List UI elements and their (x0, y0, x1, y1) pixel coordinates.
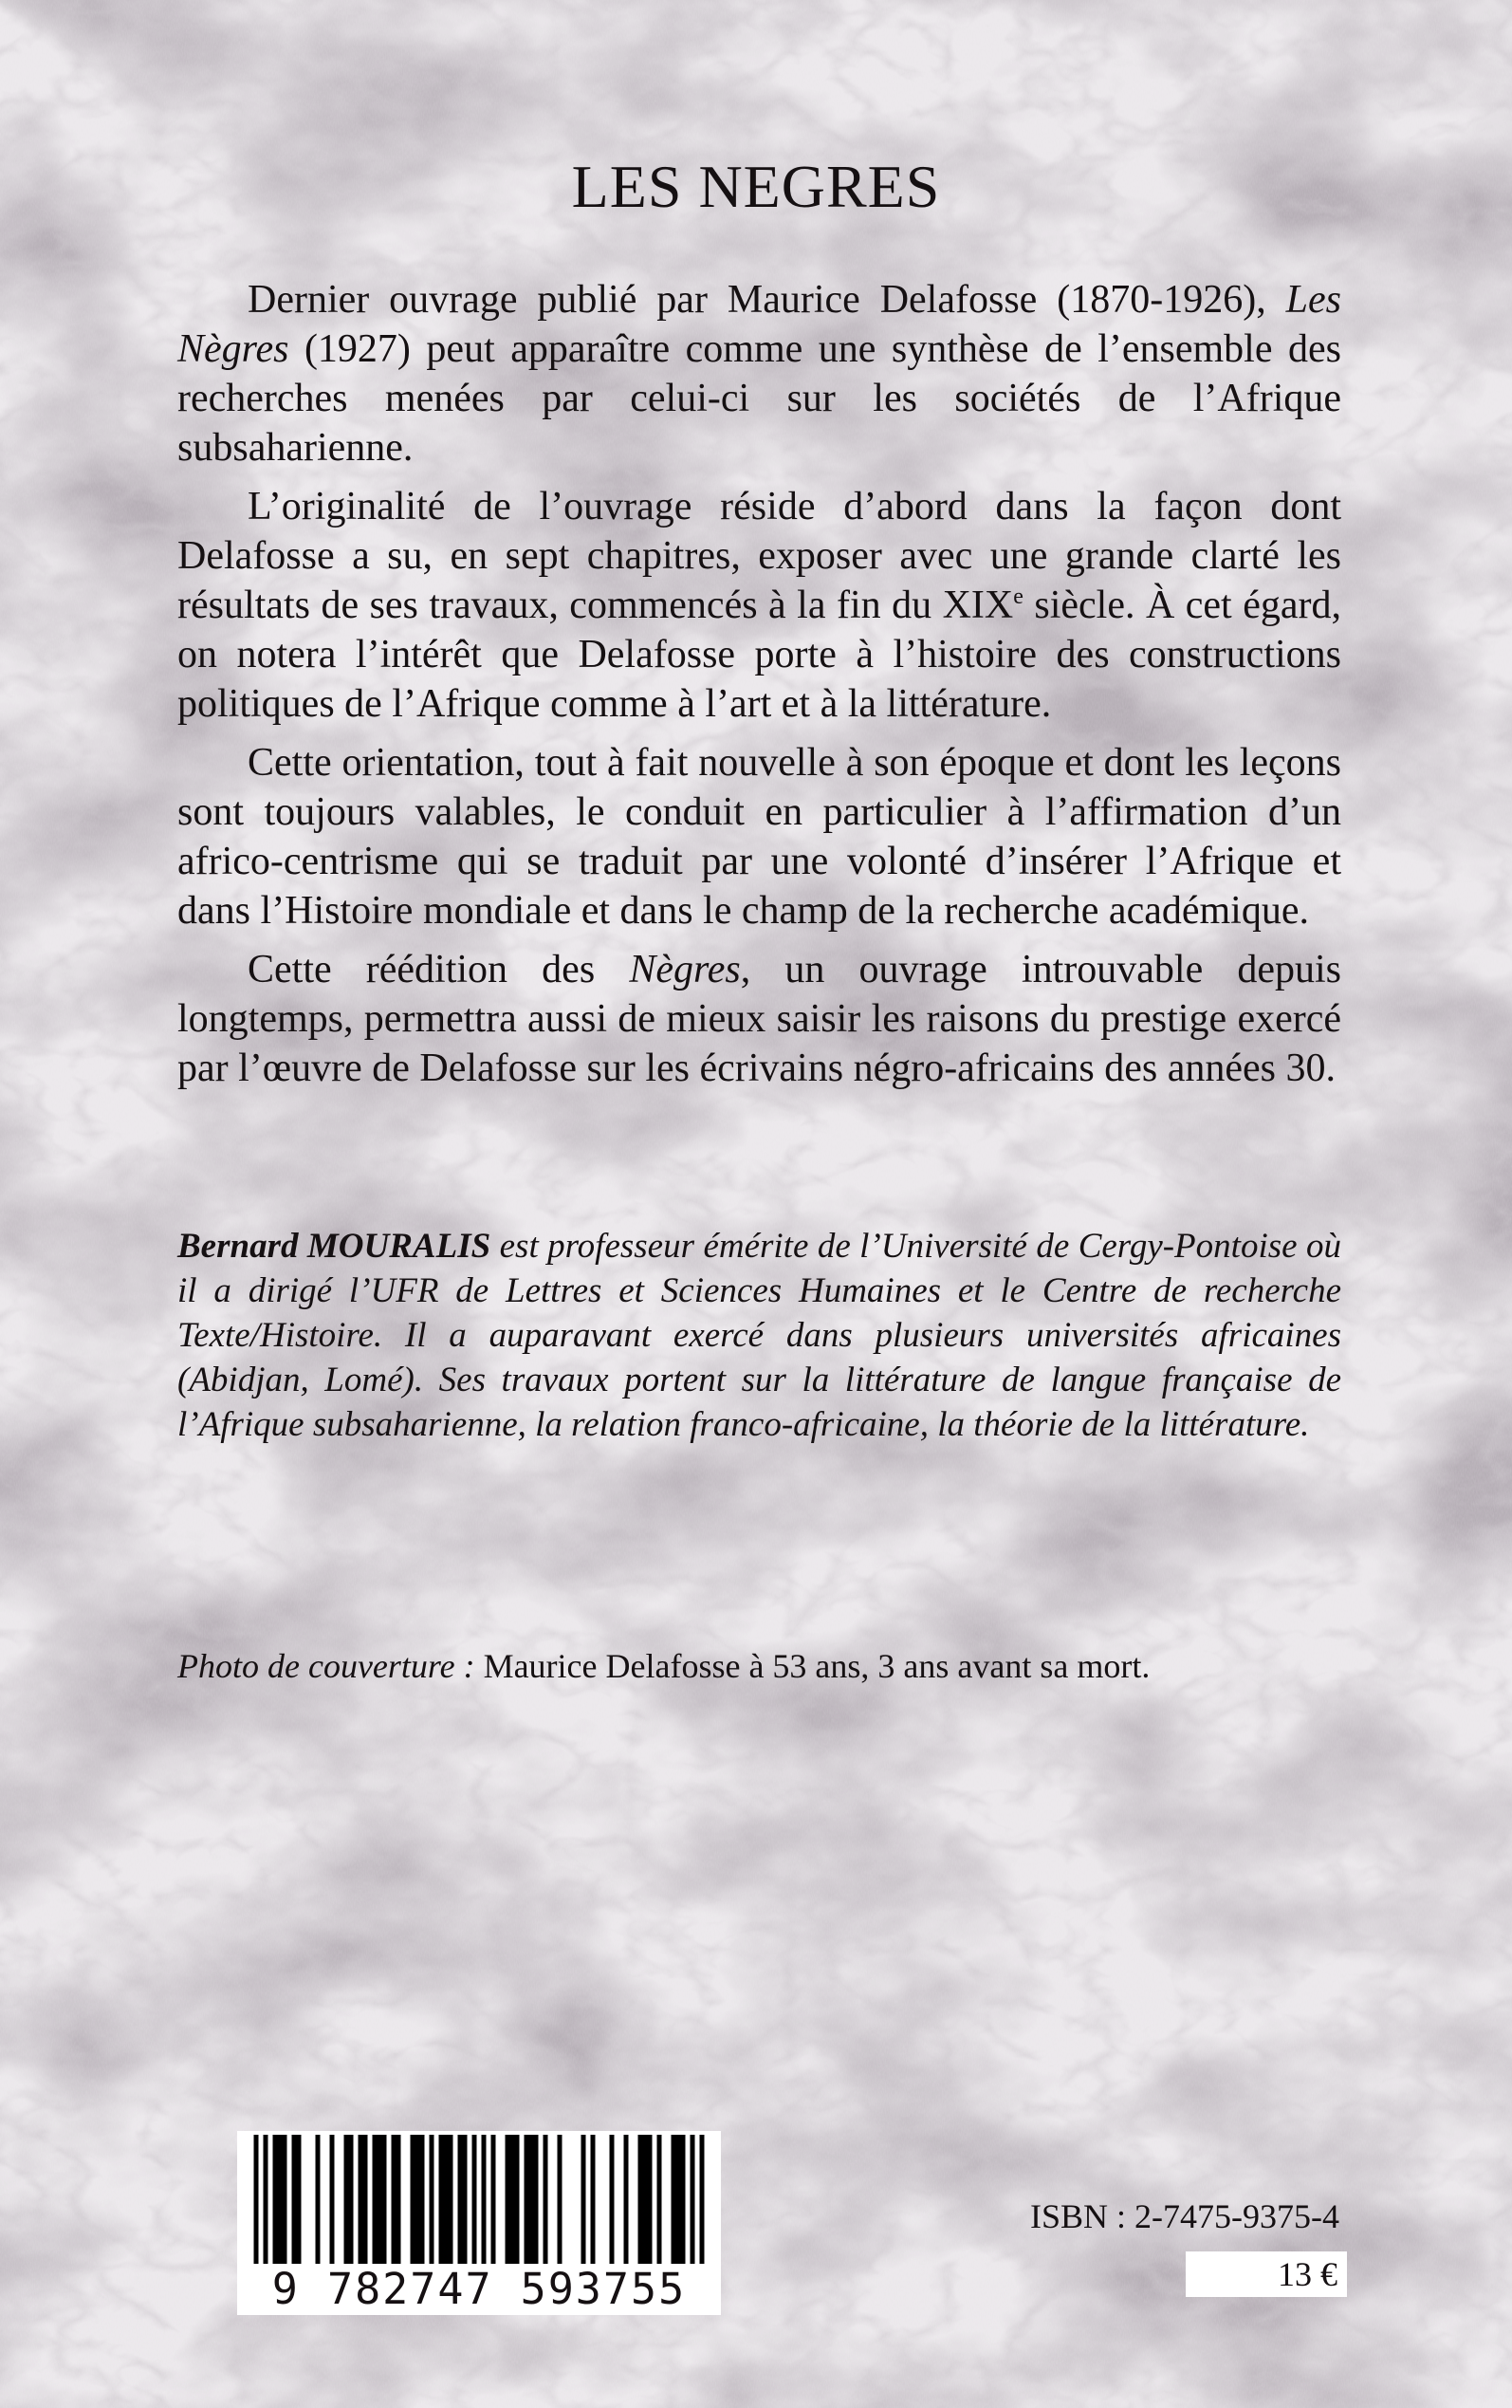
summary-paragraph (177, 945, 1341, 1093)
barcode-bar (444, 2135, 449, 2264)
barcode-bar (700, 2135, 705, 2264)
paragraph-text: Cette réédition des (248, 948, 630, 991)
barcode (237, 2131, 721, 2264)
barcode-bar (378, 2135, 382, 2264)
barcode-bar (359, 2135, 363, 2264)
barcode-bar (449, 2135, 453, 2264)
barcode-bar (643, 2135, 648, 2264)
barcode-bar (657, 2135, 662, 2264)
barcode-bar (515, 2135, 520, 2264)
barcode-digits: 9 782747 593755 (237, 2264, 721, 2315)
barcode-bar (254, 2135, 259, 2264)
summary-paragraph (177, 275, 1341, 472)
barcode-bar (430, 2135, 434, 2264)
price: 13 € (1186, 2251, 1347, 2297)
photo-credit-text: Maurice Delafosse à 53 ans, 3 ans avant sa mort. (474, 1647, 1151, 1685)
barcode-bar (525, 2135, 529, 2264)
barcode-bar (330, 2135, 335, 2264)
barcode-bar (681, 2135, 686, 2264)
barcode-bar (482, 2135, 487, 2264)
summary-paragraph (177, 738, 1341, 935)
isbn: ISBN : 2-7475-9375-4 (1030, 2197, 1339, 2235)
barcode-bar (283, 2135, 287, 2264)
book-name: Nègres (629, 948, 741, 991)
barcode-bar (463, 2135, 468, 2264)
paragraph-text: siècle. À cet égard, on notera l’intérêt que Delafosse porte à l’histoire des constructions politiques de l’Afrique comme à l’art et à la littérature. (177, 583, 1341, 726)
barcode-bar (638, 2135, 643, 2264)
century-superscript: e (1013, 584, 1023, 609)
photo-credit-label: Photo de couverture : (177, 1647, 475, 1685)
barcode-bar (591, 2135, 596, 2264)
barcode-bar (344, 2135, 349, 2264)
barcode-bar (439, 2135, 444, 2264)
barcode-bar (510, 2135, 515, 2264)
barcode-bar (273, 2135, 278, 2264)
barcode-bar (292, 2135, 297, 2264)
paragraph-text: Dernier ouvrage publié par Maurice Delafosse (1870-1926), (248, 278, 1286, 322)
barcode-bar (382, 2135, 387, 2264)
barcode-bar (472, 2135, 477, 2264)
barcode-bar (373, 2135, 378, 2264)
barcode-bar (506, 2135, 510, 2264)
bio-text: est professeur émérite de l’Université de Cergy-Pontoise où il a dirigé l’UFR de Lettres et Sciences Humaines et le Centre de recherche Texte/Histoire. Il a auparavant exercé dans plusieurs universités africaines (Abidjan, Lomé). Ses travaux portent sur la littérature de langue française de l’Afrique subsaharienne, la relation franco-africaine, la théorie de la littérature. (177, 1227, 1341, 1444)
bio-paragraph (177, 1224, 1341, 1447)
barcode-bar (676, 2135, 681, 2264)
barcode-bar (420, 2135, 425, 2264)
barcode-bar (491, 2135, 496, 2264)
barcode-bar (458, 2135, 463, 2264)
barcode-bar (648, 2135, 653, 2264)
summary-text (177, 275, 1341, 1093)
photo-credit (177, 1644, 1341, 1688)
barcode-bar (349, 2135, 354, 2264)
author-name: Bernard MOURALIS (177, 1227, 491, 1266)
paragraph-text: (1927) peut apparaître comme une synthèse de l’ensemble des recherches menées par celui-ci sur les sociétés de l’Afrique subsaharienne. (177, 327, 1341, 470)
summary-paragraph (177, 482, 1341, 729)
barcode-bar (363, 2135, 368, 2264)
book-title: LES NEGRES (571, 153, 941, 220)
paragraph-text: L’originalité de l’ouvrage réside d’abord dans la façon dont Delafosse a su, en sept chapitres, exposer avec une grande clarté les résultats de ses travaux, commencés à la fin du XIX (177, 485, 1341, 627)
barcode-bar (529, 2135, 534, 2264)
barcode-bar (392, 2135, 396, 2264)
barcode-bar (396, 2135, 401, 2264)
paragraph-text: , un ouvrage introuvable depuis longtemps, permettra aussi de mieux saisir les raisons du prestige exercé par l’œuvre de Delafosse sur les écrivains négro-africains des années 30. (177, 948, 1341, 1090)
book-name: Les Nègres (177, 278, 1341, 371)
barcode-bar (278, 2135, 283, 2264)
barcode-bars (237, 2131, 721, 2264)
barcode-bar (544, 2135, 548, 2264)
barcode-bar (558, 2135, 562, 2264)
barcode-bar (581, 2135, 586, 2264)
barcode-bar (411, 2135, 415, 2264)
barcode-bar (415, 2135, 420, 2264)
barcode-bar (297, 2135, 302, 2264)
barcode-bar (672, 2135, 676, 2264)
barcode-bar (624, 2135, 629, 2264)
barcode-bar (316, 2135, 321, 2264)
barcode-bar (264, 2135, 268, 2264)
barcode-bar (610, 2135, 615, 2264)
barcode-bar (534, 2135, 539, 2264)
paragraph-text: Cette orientation, tout à fait nouvelle à son époque et dont les leçons sont toujours valables, le conduit en particulier à l’affirmation d’un africo-centrisme qui se traduit par une volonté d’insérer l’Afrique et dans l’Histoire mondiale et dans le champ de la recherche académique. (177, 741, 1341, 933)
author-bio (177, 1224, 1341, 1447)
barcode-bar (691, 2135, 695, 2264)
